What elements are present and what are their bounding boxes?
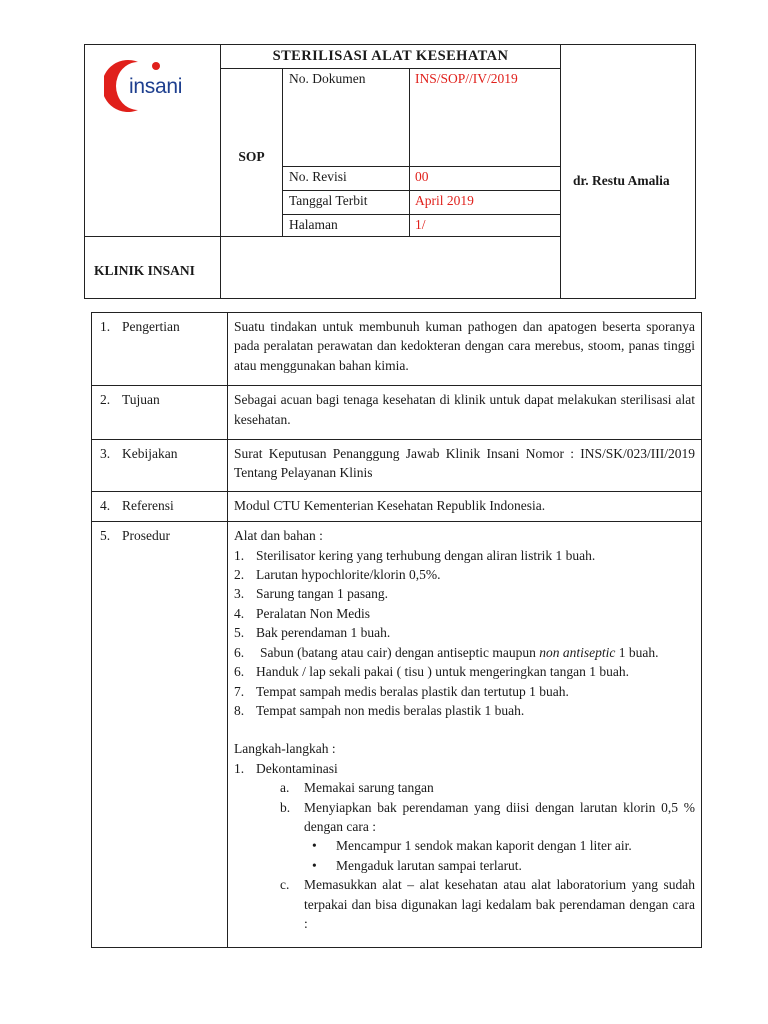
field-label-cell xyxy=(283,215,410,237)
list-item xyxy=(234,565,695,584)
list-text: Sabun (batang atau cair) dengan antiseptic maupun xyxy=(260,644,540,660)
substep-text: Memakai sarung tangan xyxy=(304,780,434,796)
bullet-text: Mengaduk larutan sampai terlarut. xyxy=(336,857,522,873)
row-label-cell xyxy=(92,386,228,440)
table-row xyxy=(92,522,702,948)
row-label-kebijakan: Kebijakan xyxy=(122,446,178,462)
insani-logo-text: insani xyxy=(129,75,183,98)
row-number: 2. xyxy=(100,392,111,408)
list-text-italic: non antiseptic xyxy=(539,644,616,660)
field-value-tanggal-terbit: April 2019 xyxy=(415,193,474,208)
field-label-cell xyxy=(283,191,410,215)
field-value-cell xyxy=(410,167,561,191)
list-item xyxy=(234,701,695,720)
list-text: Sarung tangan 1 pasang. xyxy=(256,586,388,602)
list-text: Tempat sampah medis beralas plastik dan tertutup 1 buah. xyxy=(256,683,569,699)
blank-cell xyxy=(221,237,561,299)
table-row xyxy=(92,491,702,521)
sop-content-table xyxy=(91,312,702,948)
list-item xyxy=(234,604,695,623)
field-label-halaman: Halaman xyxy=(289,217,338,232)
row-label-cell xyxy=(92,491,228,521)
bullet-icon: • xyxy=(312,857,317,873)
list-number: 6. xyxy=(234,644,245,660)
field-label-no-dokumen: No. Dokumen xyxy=(289,71,366,86)
row-label-prosedur: Prosedur xyxy=(122,528,170,544)
row-content-cell xyxy=(228,440,702,492)
signatory-name: dr. Restu Amalia xyxy=(573,172,670,188)
document-title: STERILISASI ALAT KESEHATAN xyxy=(272,48,509,64)
step-item xyxy=(234,759,695,778)
list-text: Tempat sampah non medis beralas plastik 1 buah. xyxy=(256,702,525,718)
bullet-icon: • xyxy=(312,838,317,854)
table-row xyxy=(92,440,702,492)
bullet-text: Mencampur 1 sendok makan kaporit dengan 1 liter air. xyxy=(336,838,632,854)
row-label-cell xyxy=(92,522,228,948)
list-number: 8. xyxy=(234,702,245,718)
tujuan-text: Sebagai acuan bagi tenaga kesehatan di klinik untuk dapat melakukan sterilisasi alat kesehatan. xyxy=(234,392,695,427)
list-text: Larutan hypochlorite/klorin 0,5%. xyxy=(256,567,441,583)
row-number: 5. xyxy=(100,528,111,544)
list-item xyxy=(234,682,695,701)
row-number: 4. xyxy=(100,497,111,513)
step-number: 1. xyxy=(234,760,245,776)
field-label-cell xyxy=(283,167,410,191)
clinic-name: KLINIK INSANI xyxy=(94,262,195,278)
list-text: Bak perendaman 1 buah. xyxy=(256,625,391,641)
langkah-heading: Langkah-langkah : xyxy=(234,741,336,757)
field-value-no-revisi: 00 xyxy=(415,169,429,184)
field-value-no-dokumen: INS/SOP//IV/2019 xyxy=(415,71,518,86)
list-number: 7. xyxy=(234,683,245,699)
bullet-item xyxy=(234,836,695,855)
field-value-halaman: 1/ xyxy=(415,217,426,232)
list-item xyxy=(234,643,695,662)
substep-letter: a. xyxy=(280,780,290,796)
row-content-cell xyxy=(228,313,702,386)
list-text: 1 buah. xyxy=(615,644,659,660)
row-content-cell xyxy=(228,491,702,521)
table-row xyxy=(92,313,702,386)
substep-item xyxy=(234,798,695,837)
list-number: 5. xyxy=(234,625,245,641)
list-text: Handuk / lap sekali pakai ( tisu ) untuk mengeringkan tangan 1 buah. xyxy=(256,664,630,680)
substep-letter: c. xyxy=(280,877,290,893)
signatory-cell xyxy=(561,45,696,299)
substep-letter: b. xyxy=(280,799,291,815)
row-label-cell xyxy=(92,440,228,492)
list-number: 3. xyxy=(234,586,245,602)
document-title-cell xyxy=(221,45,561,69)
field-label-cell xyxy=(283,69,410,167)
field-value-cell xyxy=(410,215,561,237)
step-label: Dekontaminasi xyxy=(256,760,338,776)
pengertian-text: Suatu tindakan untuk membunuh kuman pathogen dan apatogen beserta sporanya pada peralatan perawatan dan kedokteran dengan cara merebus, stoom, panas tinggi atau menggunakan bahan kimia. xyxy=(234,319,695,373)
substep-text: Menyiapkan bak perendaman yang diisi dengan larutan klorin 0,5 % dengan cara : xyxy=(304,799,695,834)
list-item xyxy=(234,623,695,642)
row-label-referensi: Referensi xyxy=(122,497,174,513)
substep-text: Memasukkan alat – alat kesehatan atau alat laboratorium yang sudah terpakai dan bisa digunakan lagi kedalam bak perendaman dengan cara : xyxy=(304,877,695,931)
row-label-tujuan: Tujuan xyxy=(122,392,160,408)
table-row xyxy=(92,386,702,440)
list-number: 2. xyxy=(234,567,245,583)
clinic-name-cell xyxy=(85,237,221,299)
row-number: 3. xyxy=(100,446,111,462)
list-text: Peralatan Non Medis xyxy=(256,605,370,621)
substep-item xyxy=(234,778,695,797)
list-number: 1. xyxy=(234,547,245,563)
row-label-cell xyxy=(92,313,228,386)
referensi-text: Modul CTU Kementerian Kesehatan Republik Indonesia. xyxy=(234,497,546,513)
row-label-pengertian: Pengertian xyxy=(122,319,180,334)
list-item xyxy=(234,546,695,565)
row-content-cell xyxy=(228,522,702,948)
list-text: Sterilisator kering yang terhubung dengan aliran listrik 1 buah. xyxy=(256,547,596,563)
substep-item xyxy=(234,875,695,933)
list-number: 4. xyxy=(234,605,245,621)
sop-cell xyxy=(221,69,283,237)
sop-label: SOP xyxy=(238,148,265,164)
alat-list xyxy=(234,546,695,721)
list-number: 6. xyxy=(234,664,245,680)
row-number: 1. xyxy=(100,319,111,334)
field-label-tanggal-terbit: Tanggal Terbit xyxy=(289,193,368,208)
insani-logo xyxy=(104,56,204,116)
list-item xyxy=(234,662,695,681)
kebijakan-text: Surat Keputusan Penanggung Jawab Klinik Insani Nomor : INS/SK/023/III/2019 Tentang Pelayanan Klinis xyxy=(234,446,695,481)
row-content-cell xyxy=(228,386,702,440)
field-value-cell xyxy=(410,69,561,167)
bullet-item xyxy=(234,856,695,875)
list-item xyxy=(234,584,695,603)
alat-heading: Alat dan bahan : xyxy=(234,528,323,544)
field-label-no-revisi: No. Revisi xyxy=(289,169,347,184)
field-value-cell xyxy=(410,191,561,215)
